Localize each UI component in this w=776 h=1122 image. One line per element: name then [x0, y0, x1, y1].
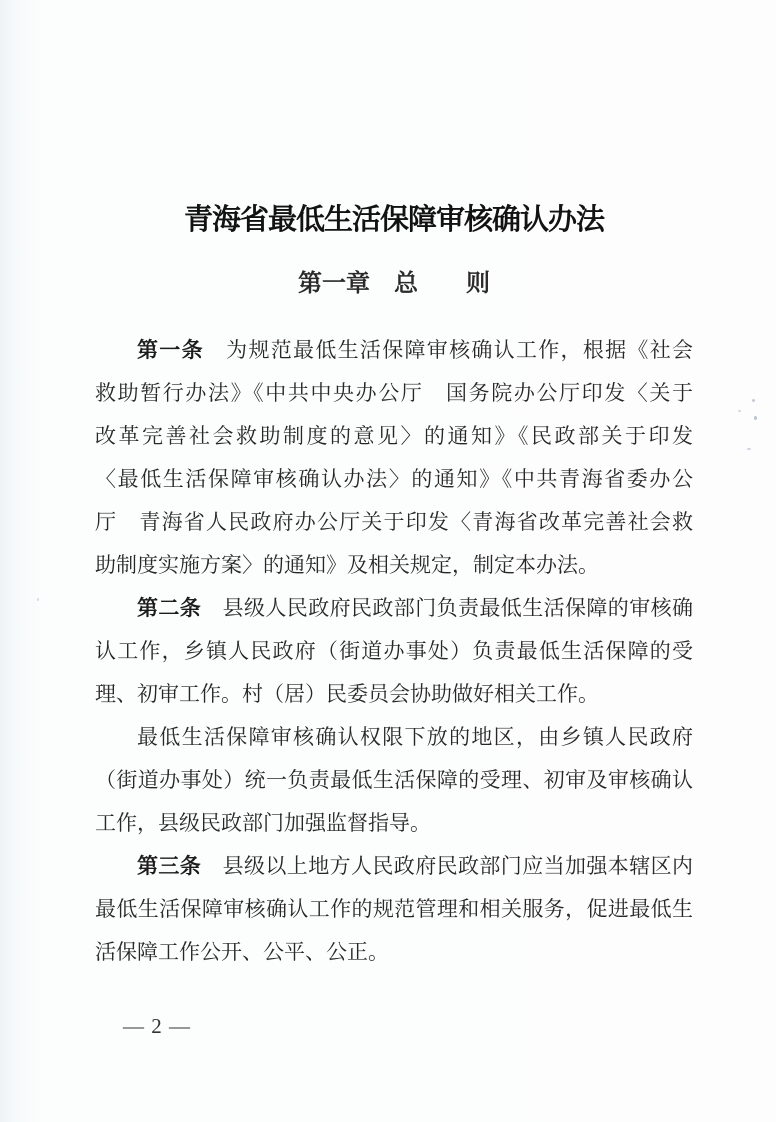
text-run: 县级人民政府民政部门负责最低生活保障的审核确	[201, 596, 693, 620]
scan-speck	[752, 399, 755, 402]
article-3-line-3: 活保障工作公开、公平、公正。	[95, 940, 389, 964]
chapter-heading: 第一章 总 则	[298, 271, 490, 297]
article-2-line-1	[95, 587, 693, 630]
article-1-line-3: 改革完善社会救助制度的意见〉的通知》《民政部关于印发	[95, 424, 693, 448]
article-2-line-2: 认工作，乡镇人民政府（街道办事处）负责最低生活保障的受	[95, 639, 693, 663]
article-1-line-1	[95, 329, 693, 372]
text-run: 为规范最低生活保障审核确认工作，根据《社会	[203, 338, 693, 362]
article-1-line-2: 救助暂行办法》《中共中央办公厅 国务院办公厅印发〈关于	[95, 381, 693, 405]
document-body	[95, 329, 693, 974]
page-number: — 2 —	[123, 1014, 191, 1038]
text-run: 县级以上地方人民政府民政部门应当加强本辖区内	[201, 854, 693, 878]
scan-speck	[738, 410, 741, 412]
article-2-cont-line-1: 最低生活保障审核确认权限下放的地区，由乡镇人民政府	[137, 725, 693, 749]
article-1-line-4: 〈最低生活保障审核确认办法〉的通知》《中共青海省委办公	[95, 467, 693, 491]
article-1-line-6: 助制度实施方案〉的通知》及相关规定，制定本办法。	[95, 553, 599, 577]
article-1-number: 第一条	[137, 338, 204, 362]
article-2-number: 第二条	[137, 596, 202, 620]
article-3-line-1	[95, 845, 693, 888]
article-2-line-3: 理、初审工作。村（居）民委员会协助做好相关工作。	[95, 682, 599, 706]
scan-speck	[747, 448, 751, 450]
scan-speck	[37, 598, 39, 601]
article-2-cont-line-3: 工作，县级民政部门加强监督指导。	[95, 811, 431, 835]
article-2-cont-line-2: （街道办事处）统一负责最低生活保障的受理、初审及审核确认	[95, 768, 693, 792]
page-title: 青海省最低生活保障审核确认办法	[183, 204, 604, 236]
article-3-line-2: 最低生活保障审核确认工作的规范管理和相关服务，促进最低生	[95, 897, 693, 921]
article-1-line-5: 厅 青海省人民政府办公厅关于印发〈青海省改革完善社会救	[95, 510, 693, 534]
article-3-number: 第三条	[137, 854, 202, 878]
scan-speck	[754, 416, 757, 420]
